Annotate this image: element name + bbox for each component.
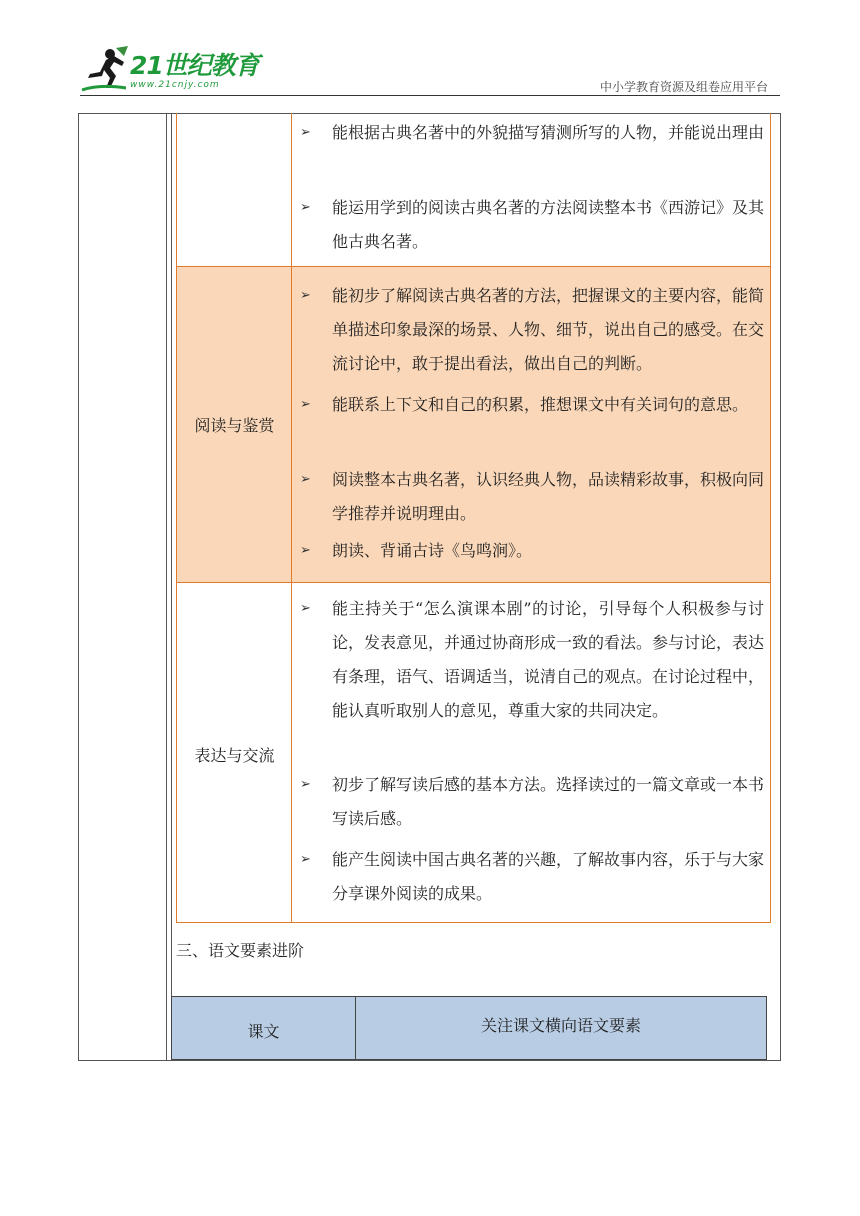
list-item: ➢ 能初步了解阅读古典名著的方法，把握课文的主要内容，能简单描述印象最深的场景、人物、细节，说出自己的感受。在交流讨论中，敢于提出看法，做出自己的判断。 bbox=[300, 279, 764, 381]
arrow-bullet-icon: ➢ bbox=[300, 543, 311, 558]
section-title: 三、语文要素进阶 bbox=[176, 941, 305, 960]
table-row bbox=[177, 267, 770, 583]
row-content-cell bbox=[292, 583, 770, 922]
table-row bbox=[177, 583, 770, 922]
arrow-bullet-icon: ➢ bbox=[300, 125, 311, 140]
language-elements-table bbox=[171, 996, 767, 1060]
logo-url: www.21cnjy.com bbox=[130, 80, 220, 90]
list-item: ➢ 能产生阅读中国古典名著的兴趣，了解故事内容，乐于与大家分享课外阅读的成果。 bbox=[300, 843, 764, 911]
list-item: ➢ 能联系上下文和自己的积累，推想课文中有关词句的意思。 bbox=[300, 388, 764, 422]
platform-name: 中小学教育资源及组卷应用平台 bbox=[599, 80, 768, 94]
arrow-bullet-icon: ➢ bbox=[300, 601, 311, 616]
outer-column-divider bbox=[166, 113, 167, 1061]
arrow-bullet-icon: ➢ bbox=[300, 472, 311, 487]
list-item: ➢ 能主持关于“怎么演课本剧”的讨论，引导每个人积极参与讨论，发表意见，并通过协商形成一致的看法。参与讨论，表达有条理，语气、语调适当，说清自己的观点。在讨论过程中，能认真听取别人的意见，尊重大家的共同决定。 bbox=[300, 592, 764, 728]
objectives-table bbox=[176, 113, 771, 923]
row-label-cell bbox=[177, 583, 292, 922]
row-label-cell bbox=[177, 113, 292, 266]
list-item: ➢ 初步了解写读后感的基本方法。选择读过的一篇文章或一本书写读后感。 bbox=[300, 768, 764, 836]
logo-text: 21世纪教育 bbox=[130, 51, 259, 80]
row-content-cell bbox=[292, 113, 770, 266]
row-label-cell bbox=[177, 267, 292, 582]
page-header bbox=[0, 0, 860, 100]
arrow-bullet-icon: ➢ bbox=[300, 397, 311, 412]
runner-icon bbox=[80, 44, 130, 94]
row-content-cell bbox=[292, 267, 770, 582]
outer-column-divider-inner bbox=[171, 113, 172, 1061]
list-item: ➢ 能根据古典名著中的外貌描写猜测所写的人物，并能说出理由 bbox=[300, 116, 764, 150]
list-item: ➢ 能运用学到的阅读古典名著的方法阅读整本书《西游记》及其他古典名著。 bbox=[300, 191, 764, 259]
logo bbox=[80, 44, 260, 94]
arrow-bullet-icon: ➢ bbox=[300, 200, 311, 215]
row-label-expression: 表达与交流 bbox=[194, 746, 275, 765]
header-divider bbox=[80, 95, 780, 96]
arrow-bullet-icon: ➢ bbox=[300, 777, 311, 792]
arrow-bullet-icon: ➢ bbox=[300, 288, 311, 303]
table-row bbox=[177, 113, 770, 267]
row-label-reading: 阅读与鉴赏 bbox=[194, 416, 275, 435]
list-item: ➢ 朗读、背诵古诗《鸟鸣涧》。 bbox=[300, 534, 764, 568]
list-item: ➢ 阅读整本古典名著，认识经典人物，品读精彩故事，积极向同学推荐并说明理由。 bbox=[300, 463, 764, 531]
table-header-elements: 关注课文横向语文要素 bbox=[480, 1016, 641, 1035]
arrow-bullet-icon: ➢ bbox=[300, 852, 311, 867]
table-header-lesson: 课文 bbox=[247, 1022, 280, 1041]
